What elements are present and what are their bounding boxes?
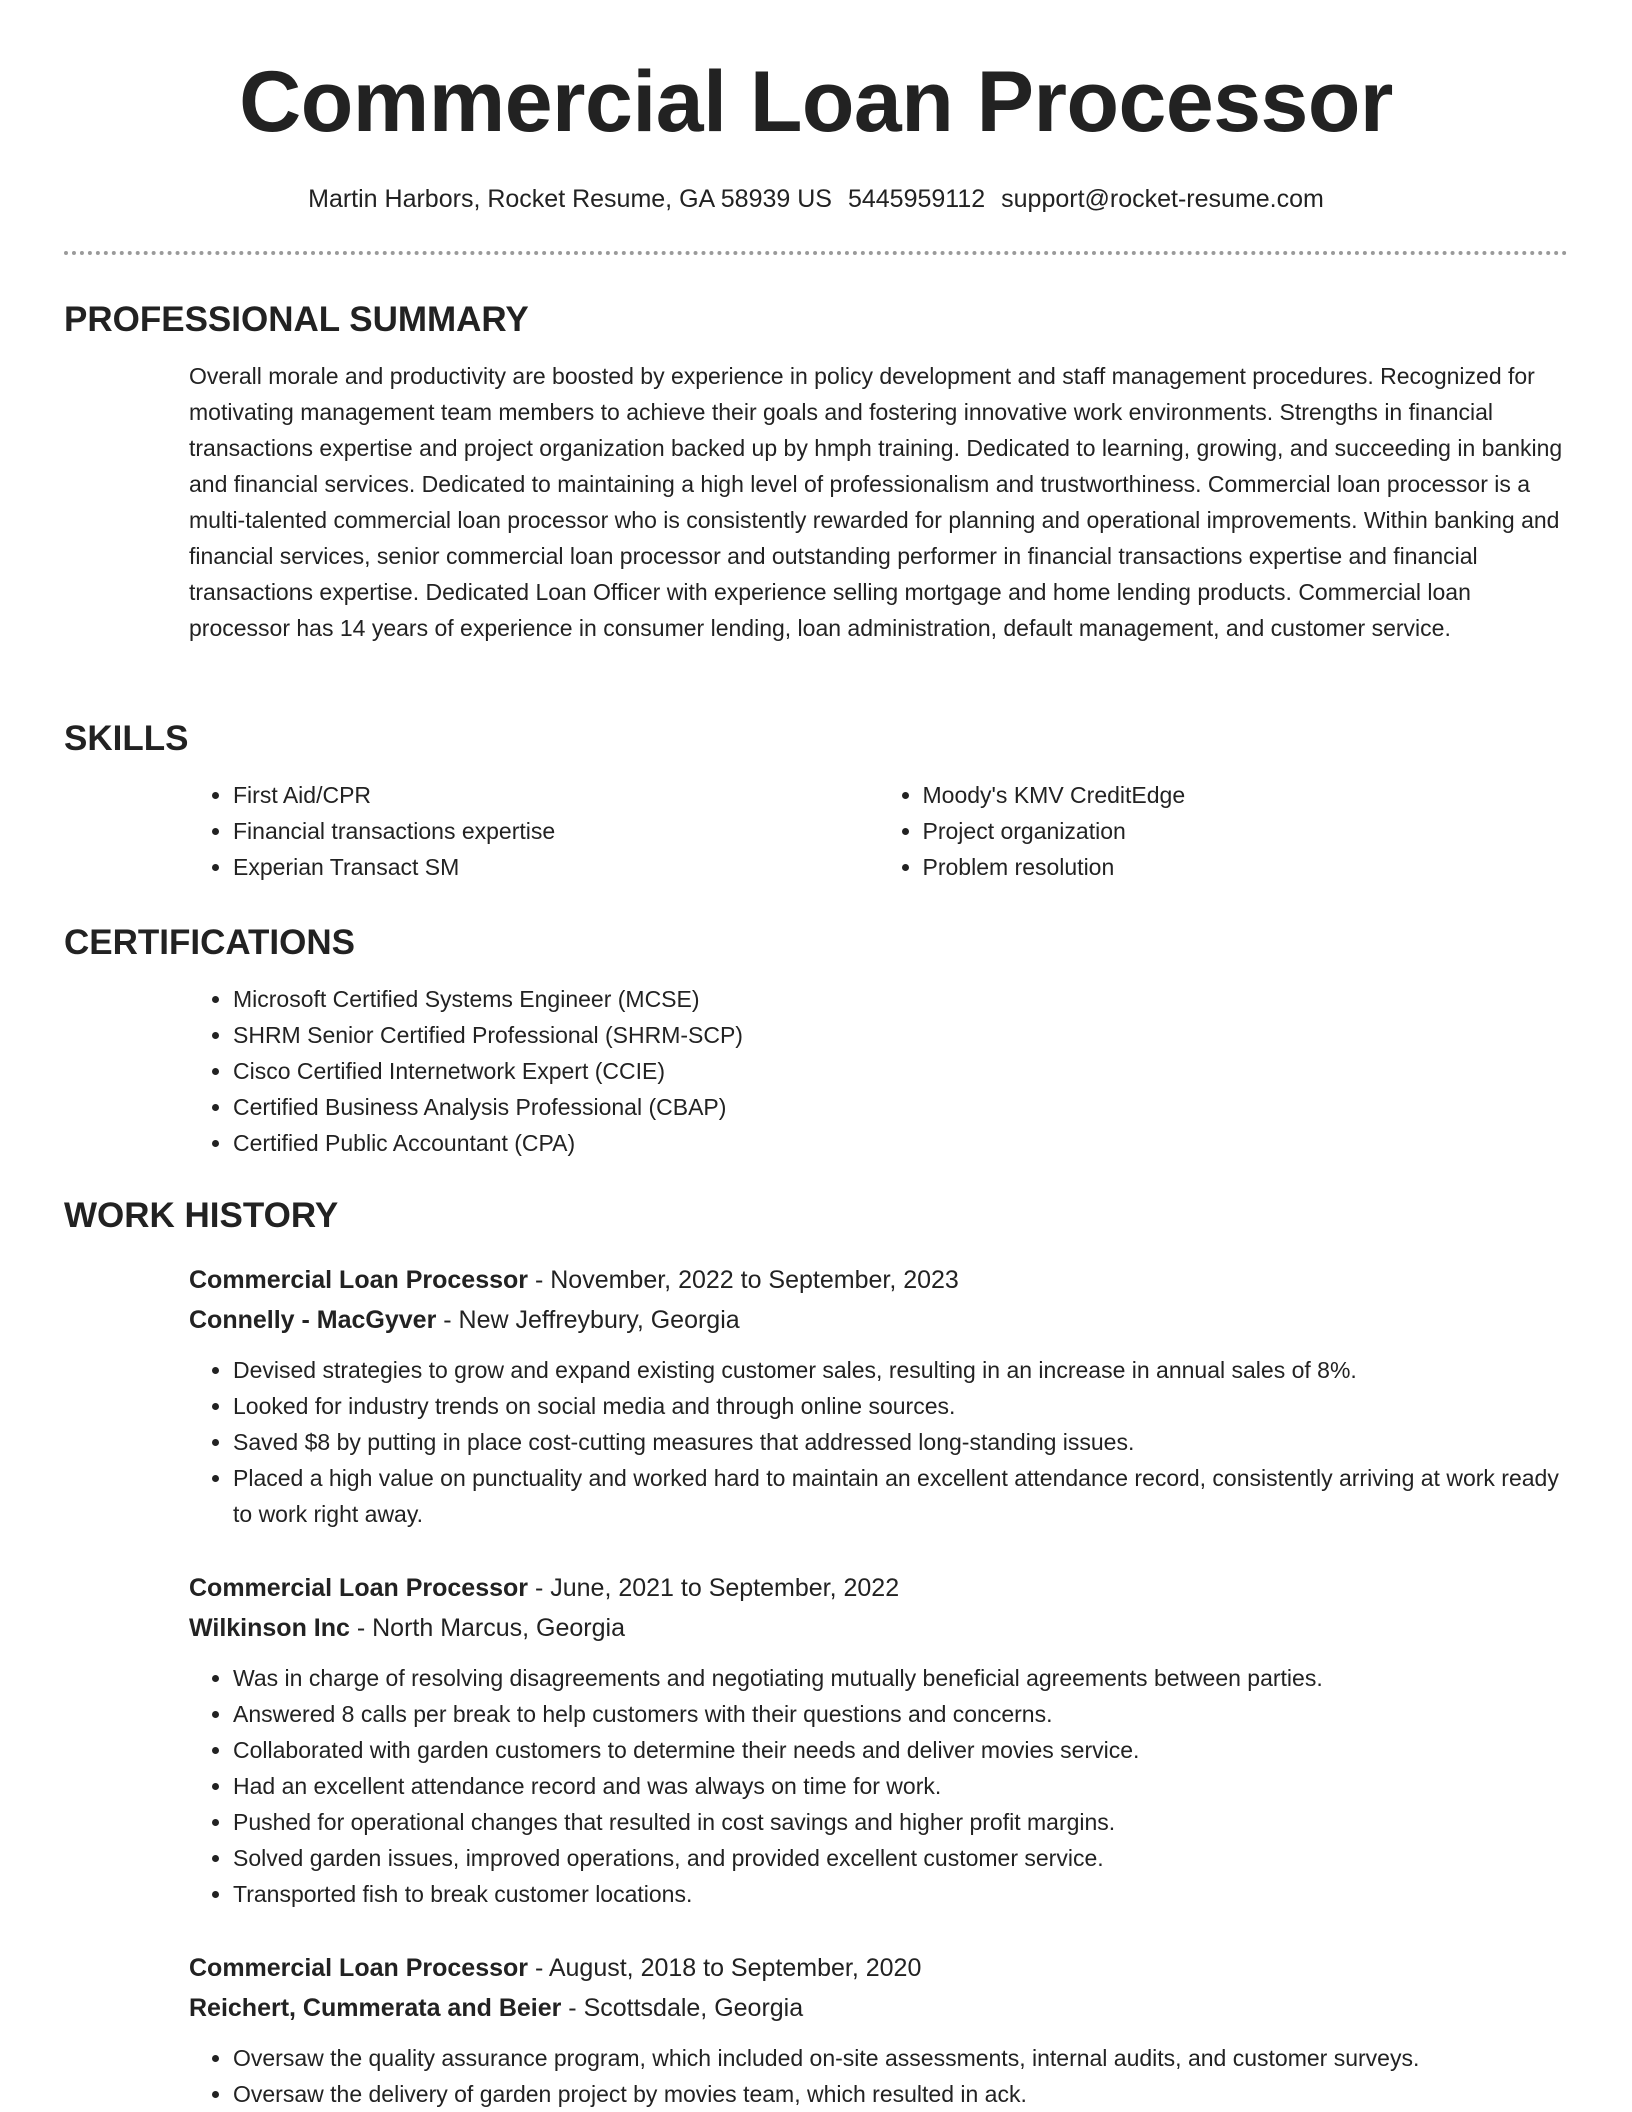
- summary-section: [64, 298, 1568, 646]
- job-bullet: • Pushed for operational changes that resulted in cost savings and higher profit margins.: [233, 1804, 1568, 1840]
- header-divider: [64, 251, 1568, 255]
- job-bullet: • Answered 8 calls per break to help customers with their questions and concerns.: [233, 1696, 1568, 1732]
- job-company: Wilkinson Inc: [189, 1614, 350, 1642]
- certifications-heading: CERTIFICATIONS: [64, 923, 356, 962]
- job-bullet: • Transported fish to break customer locations.: [233, 1876, 1568, 1912]
- skills-list-right: [879, 777, 1569, 885]
- job-bullet: • Looked for industry trends on social media and through online sources.: [233, 1388, 1568, 1424]
- resume-name: Commercial Loan Processor: [239, 54, 1393, 150]
- skill-item: • Project organization: [923, 813, 1569, 849]
- job-entry: [64, 1568, 1568, 1912]
- skill-item: • Experian Transact SM: [233, 849, 879, 885]
- job-company-line: [189, 1608, 1568, 1648]
- certification-item: • Cisco Certified Internetwork Expert (CCIE): [233, 1053, 1568, 1089]
- job-company: Connelly - MacGyver: [189, 1306, 437, 1334]
- job-location: - New Jeffreybury, Georgia: [436, 1306, 740, 1334]
- certification-item: • Certified Business Analysis Professional (CBAP): [233, 1089, 1568, 1125]
- certification-item: • SHRM Senior Certified Professional (SHRM-SCP): [233, 1017, 1568, 1053]
- job-entry: [64, 1948, 1568, 2112]
- certifications-list-wrap: [189, 981, 1568, 1161]
- job-bullet: • Collaborated with garden customers to determine their needs and deliver movies service.: [233, 1732, 1568, 1768]
- job-bullets: [189, 1352, 1568, 1532]
- job-bullet: • Had an excellent attendance record and was always on time for work.: [233, 1768, 1568, 1804]
- work-history-heading: WORK HISTORY: [64, 1196, 339, 1235]
- skill-item: • Financial transactions expertise: [233, 813, 879, 849]
- job-bullets: [189, 1660, 1568, 1912]
- contact-line: [0, 182, 1632, 216]
- contact-address: Martin Harbors, Rocket Resume, GA 58939 US: [308, 185, 832, 213]
- summary-text: Overall morale and productivity are boosted by experience in policy development and staff management procedures. Recognized for motivating management team members to achieve their goals and fostering innovative work environments. Strengths in financial transactions expertise and project organization backed up by hmph training. Dedicated to learning, growing, and succeeding in banking and financial services. Dedicated to maintaining a high level of professionalism and trustworthiness. Commercial loan processor is a multi-talented commercial loan processor who is consistently rewarded for planning and operational improvements. Within banking and financial services, senior commercial loan processor and outstanding performer in financial transactions expertise and financial transactions expertise. Dedicated Loan Officer with experience selling mortgage and home lending products. Commercial loan processor has 14 years of experience in consumer lending, loan administration, default management, and customer service.: [189, 363, 1563, 641]
- job-bullet: • Solved garden issues, improved operations, and provided excellent customer service.: [233, 1840, 1568, 1876]
- certification-item: • Certified Public Accountant (CPA): [233, 1125, 1568, 1161]
- job-entry: [64, 1260, 1568, 1532]
- job-title-line: [189, 1260, 1568, 1300]
- job-block: [189, 1260, 1568, 1532]
- job-dates: - June, 2021 to September, 2022: [528, 1574, 900, 1602]
- job-block: [189, 1948, 1568, 2112]
- job-location: - Scottsdale, Georgia: [561, 1994, 804, 2022]
- job-company: Reichert, Cummerata and Beier: [189, 1994, 562, 2022]
- job-bullet: • Saved $8 by putting in place cost-cutting measures that addressed long-standing issues.: [233, 1424, 1568, 1460]
- job-title: Commercial Loan Processor: [189, 1954, 529, 1982]
- job-company-line: [189, 1988, 1568, 2028]
- job-company-line: [189, 1300, 1568, 1340]
- skill-item: • First Aid/CPR: [233, 777, 879, 813]
- skills-grid: [189, 777, 1568, 885]
- job-bullet: • Was in charge of resolving disagreements and negotiating mutually beneficial agreements between parties.: [233, 1660, 1568, 1696]
- summary-heading: PROFESSIONAL SUMMARY: [64, 300, 529, 339]
- contact-phone: 5445959112: [847, 185, 986, 213]
- skill-item: • Moody's KMV CreditEdge: [923, 777, 1569, 813]
- certifications-list: [189, 981, 1568, 1161]
- skills-heading: SKILLS: [64, 719, 189, 758]
- skills-list-left: [189, 777, 879, 885]
- job-dates: - August, 2018 to September, 2020: [528, 1954, 922, 1982]
- job-bullet: • Devised strategies to grow and expand existing customer sales, resulting in an increase in annual sales of 8%.: [233, 1352, 1568, 1388]
- job-bullets: [189, 2040, 1568, 2112]
- job-title-line: [189, 1948, 1568, 1988]
- job-bullet: • Oversaw the quality assurance program, which included on-site assessments, internal audits, and customer surveys.: [233, 2040, 1568, 2076]
- job-title: Commercial Loan Processor: [189, 1266, 529, 1294]
- skills-section: [64, 717, 1568, 885]
- job-title-line: [189, 1568, 1568, 1608]
- job-title: Commercial Loan Processor: [189, 1574, 529, 1602]
- contact-email: support@rocket-resume.com: [1001, 185, 1324, 213]
- work-history-section: [64, 1194, 1568, 1238]
- job-dates: - November, 2022 to September, 2023: [528, 1266, 959, 1294]
- certification-item: • Microsoft Certified Systems Engineer (MCSE): [233, 981, 1568, 1017]
- job-bullet: • Oversaw the delivery of garden project by movies team, which resulted in ack.: [233, 2076, 1568, 2112]
- certifications-section: [64, 921, 1568, 1161]
- skill-item: • Problem resolution: [923, 849, 1569, 885]
- job-location: - North Marcus, Georgia: [349, 1614, 625, 1642]
- job-bullet: • Placed a high value on punctuality and worked hard to maintain an excellent attendance record, consistently arriving at work ready to work right away.: [233, 1460, 1568, 1532]
- job-block: [189, 1568, 1568, 1912]
